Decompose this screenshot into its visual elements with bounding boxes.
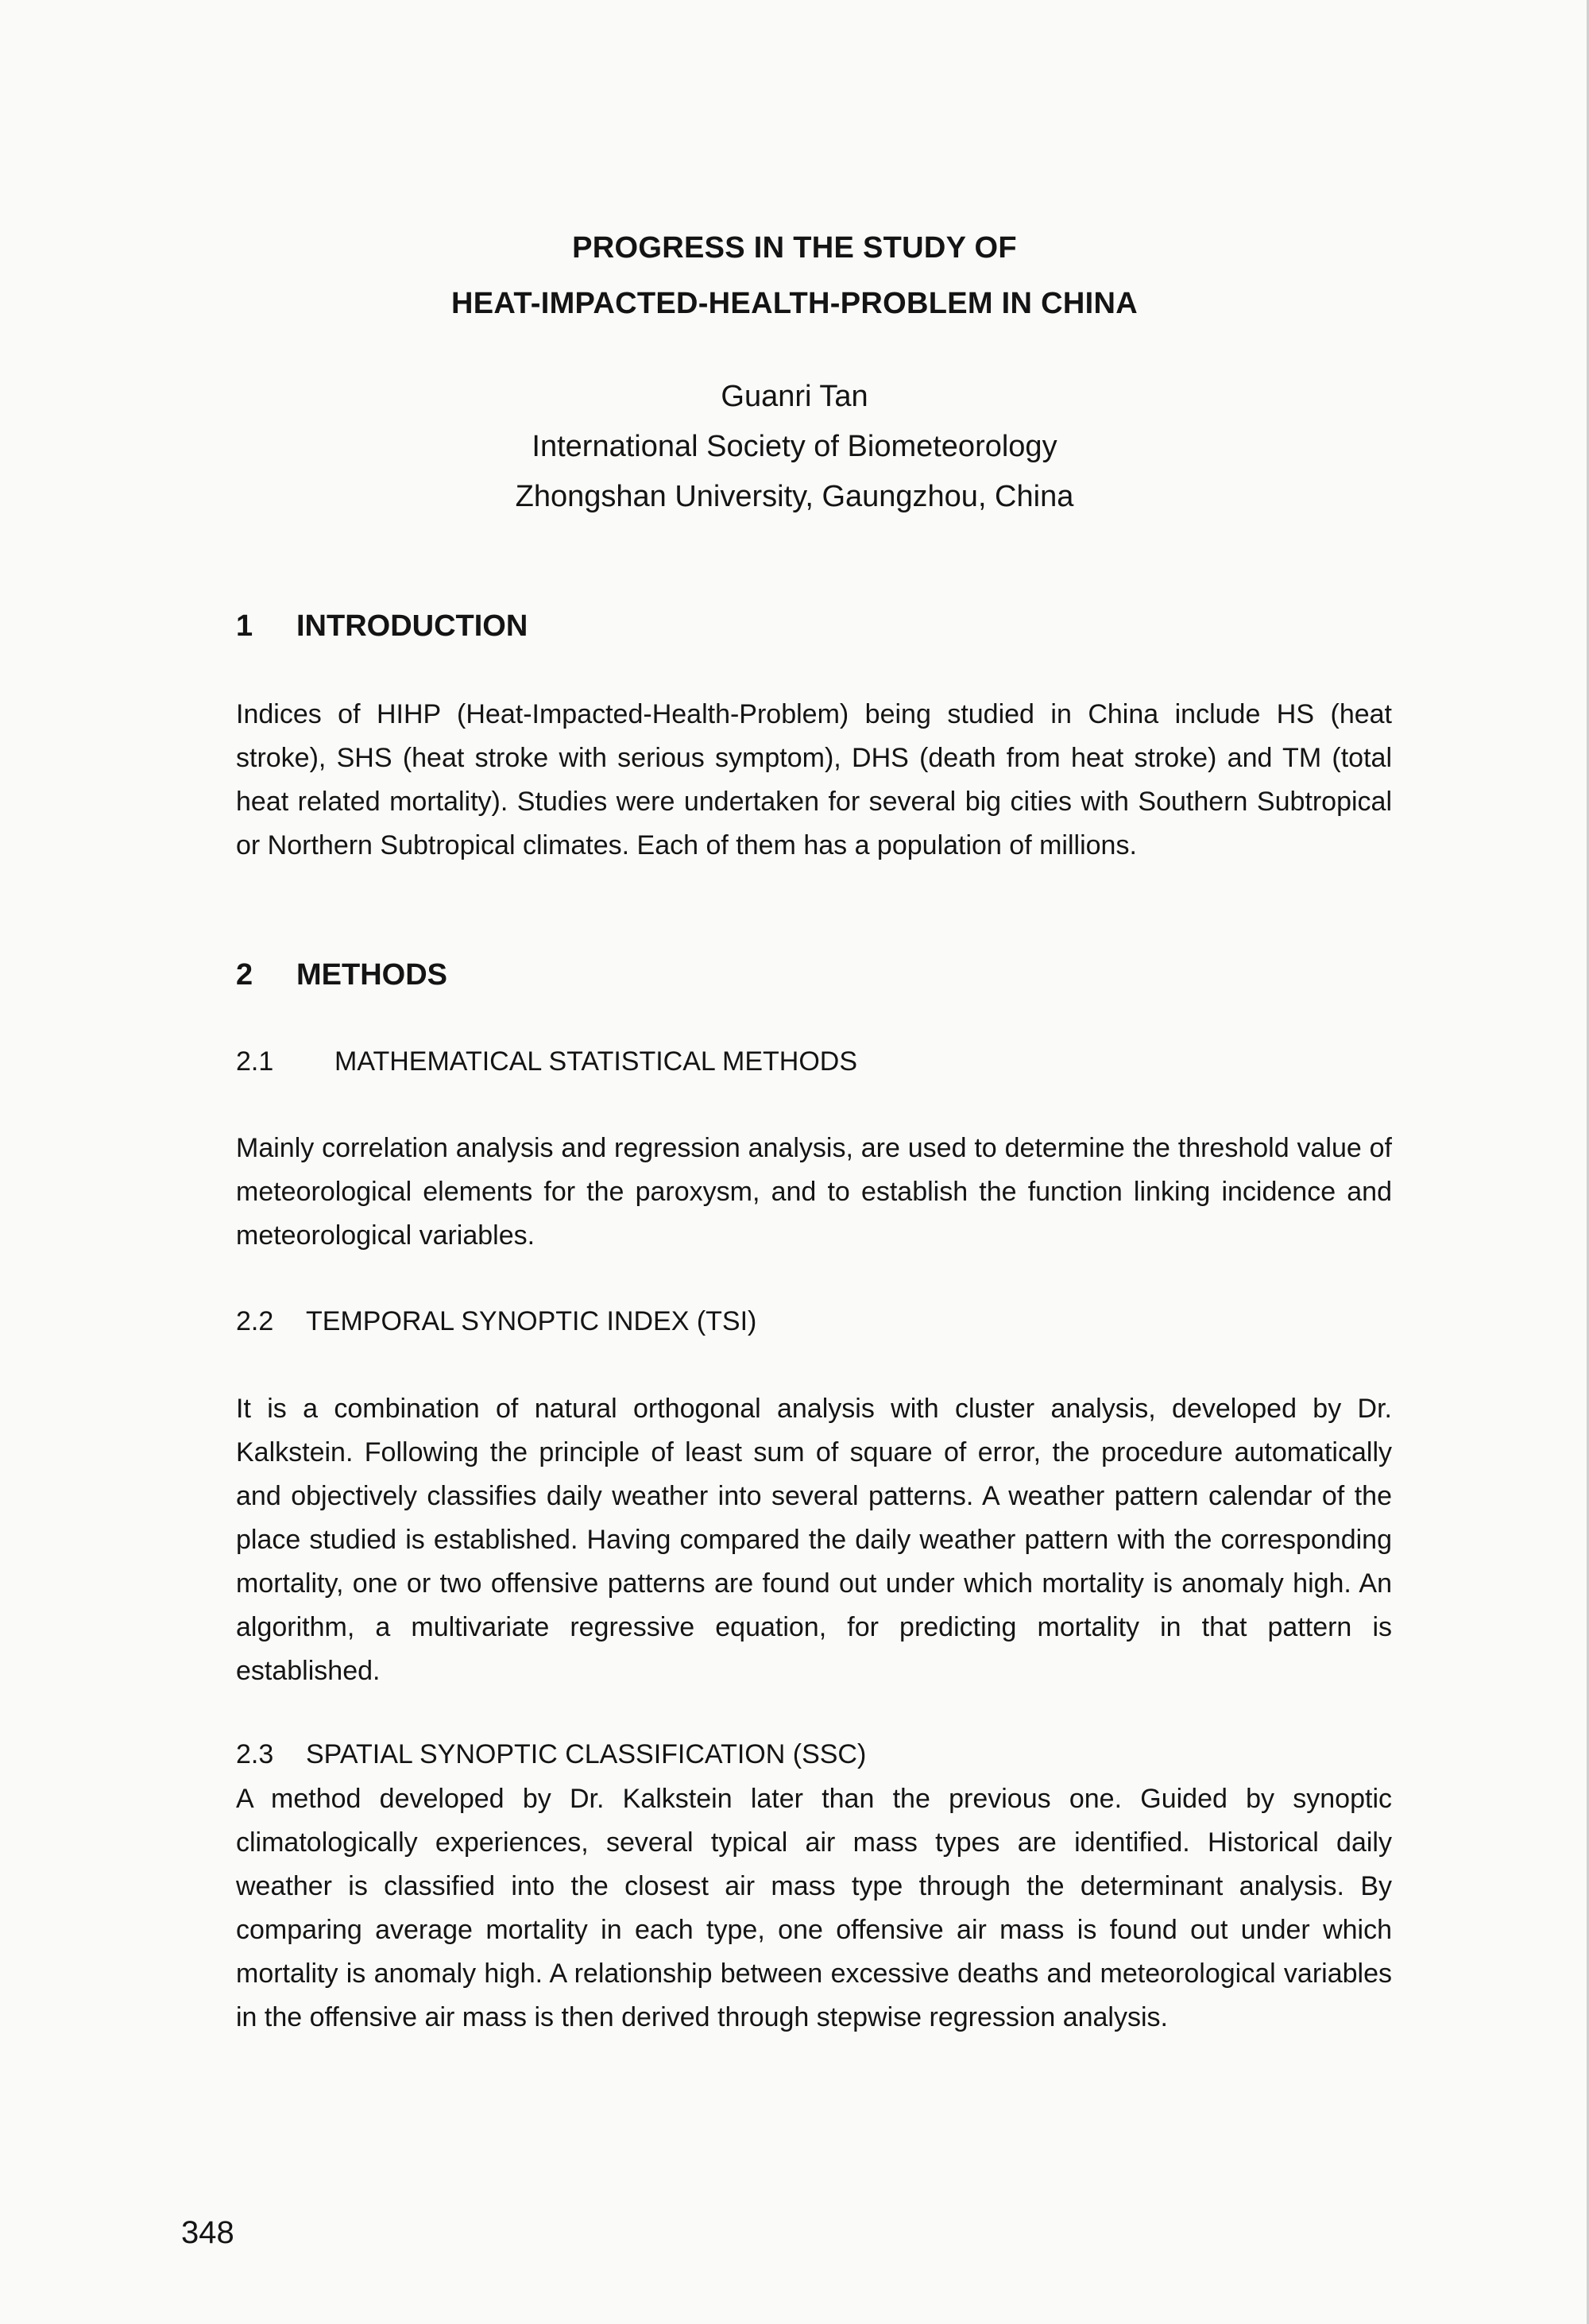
introduction-paragraph: Indices of HIHP (Heat-Impacted-Health-Problem) being studied in China include HS (heat stroke), SHS (heat stroke with serious symptom), DHS (death from heat stroke) and TM (total heat related mortality). Studies were undertaken for several big cities with Southern Subtropical or Northern Subtropical climates. Each of them has a population of millions. [236, 699, 1392, 860]
subsection-title: TEMPORAL SYNOPTIC INDEX (TSI) [306, 1306, 757, 1336]
section-heading-methods [236, 955, 447, 995]
author-block [0, 372, 1589, 522]
title-line-1: PROGRESS IN THE STUDY OF [572, 231, 1017, 265]
section-number: 1 [236, 609, 253, 643]
author-name: Guanri Tan [721, 380, 868, 413]
subsection-number: 2.2 [236, 1306, 274, 1336]
subsection-number: 2.3 [236, 1739, 274, 1769]
subsection-heading-2-1 [236, 1042, 857, 1081]
subsection-heading-2-3 [236, 1734, 866, 1774]
ssc-paragraph: A method developed by Dr. Kalkstein later than the previous one. Guided by synoptic climatologically experiences, several typical air mass types are identified. Historical daily weather is classified into the closest air mass type through the determinant analysis. By comparing average mortality in each type, one offensive air mass is found out under which mortality is anomaly high. A relationship between excessive deaths and meteorological variables in the offensive air mass is then derived through stepwise regression analysis. [236, 1784, 1392, 2032]
title-line-2: HEAT-IMPACTED-HEALTH-PROBLEM IN CHINA [451, 287, 1138, 320]
subsection-title: MATHEMATICAL STATISTICAL METHODS [334, 1046, 858, 1077]
mathematical-methods-paragraph: Mainly correlation analysis and regression analysis, are used to determine the threshold value of meteorological elements for the paroxysm, and to establish the function linking incidence and meteorological variables. [236, 1133, 1392, 1251]
affiliation-line-2: Zhongshan University, Gaungzhou, China [515, 480, 1074, 513]
affiliation-line-1: International Society of Biometeorology [532, 430, 1057, 463]
subsection-heading-2-2 [236, 1301, 756, 1341]
paper-title [0, 220, 1589, 331]
subsection-title: SPATIAL SYNOPTIC CLASSIFICATION (SSC) [306, 1739, 867, 1769]
section-heading-introduction [236, 606, 528, 646]
page-number: 348 [181, 2215, 234, 2250]
section-title: INTRODUCTION [296, 609, 528, 643]
subsection-number: 2.1 [236, 1046, 274, 1077]
tsi-paragraph: It is a combination of natural orthogonal analysis with cluster analysis, developed by Dr. Kalkstein. Following the principle of least sum of square of error, the procedure automatically and objectively classifies daily weather into several patterns. A weather pattern calendar of the place studied is established. Having compared the daily weather pattern with the corresponding mortality, one or two offensive patterns are found out under which mortality is anomaly high. An algorithm, a multivariate regressive equation, for predicting mortality in that pattern is established. [236, 1394, 1392, 1686]
section-number: 2 [236, 958, 253, 992]
section-title: METHODS [296, 958, 447, 992]
